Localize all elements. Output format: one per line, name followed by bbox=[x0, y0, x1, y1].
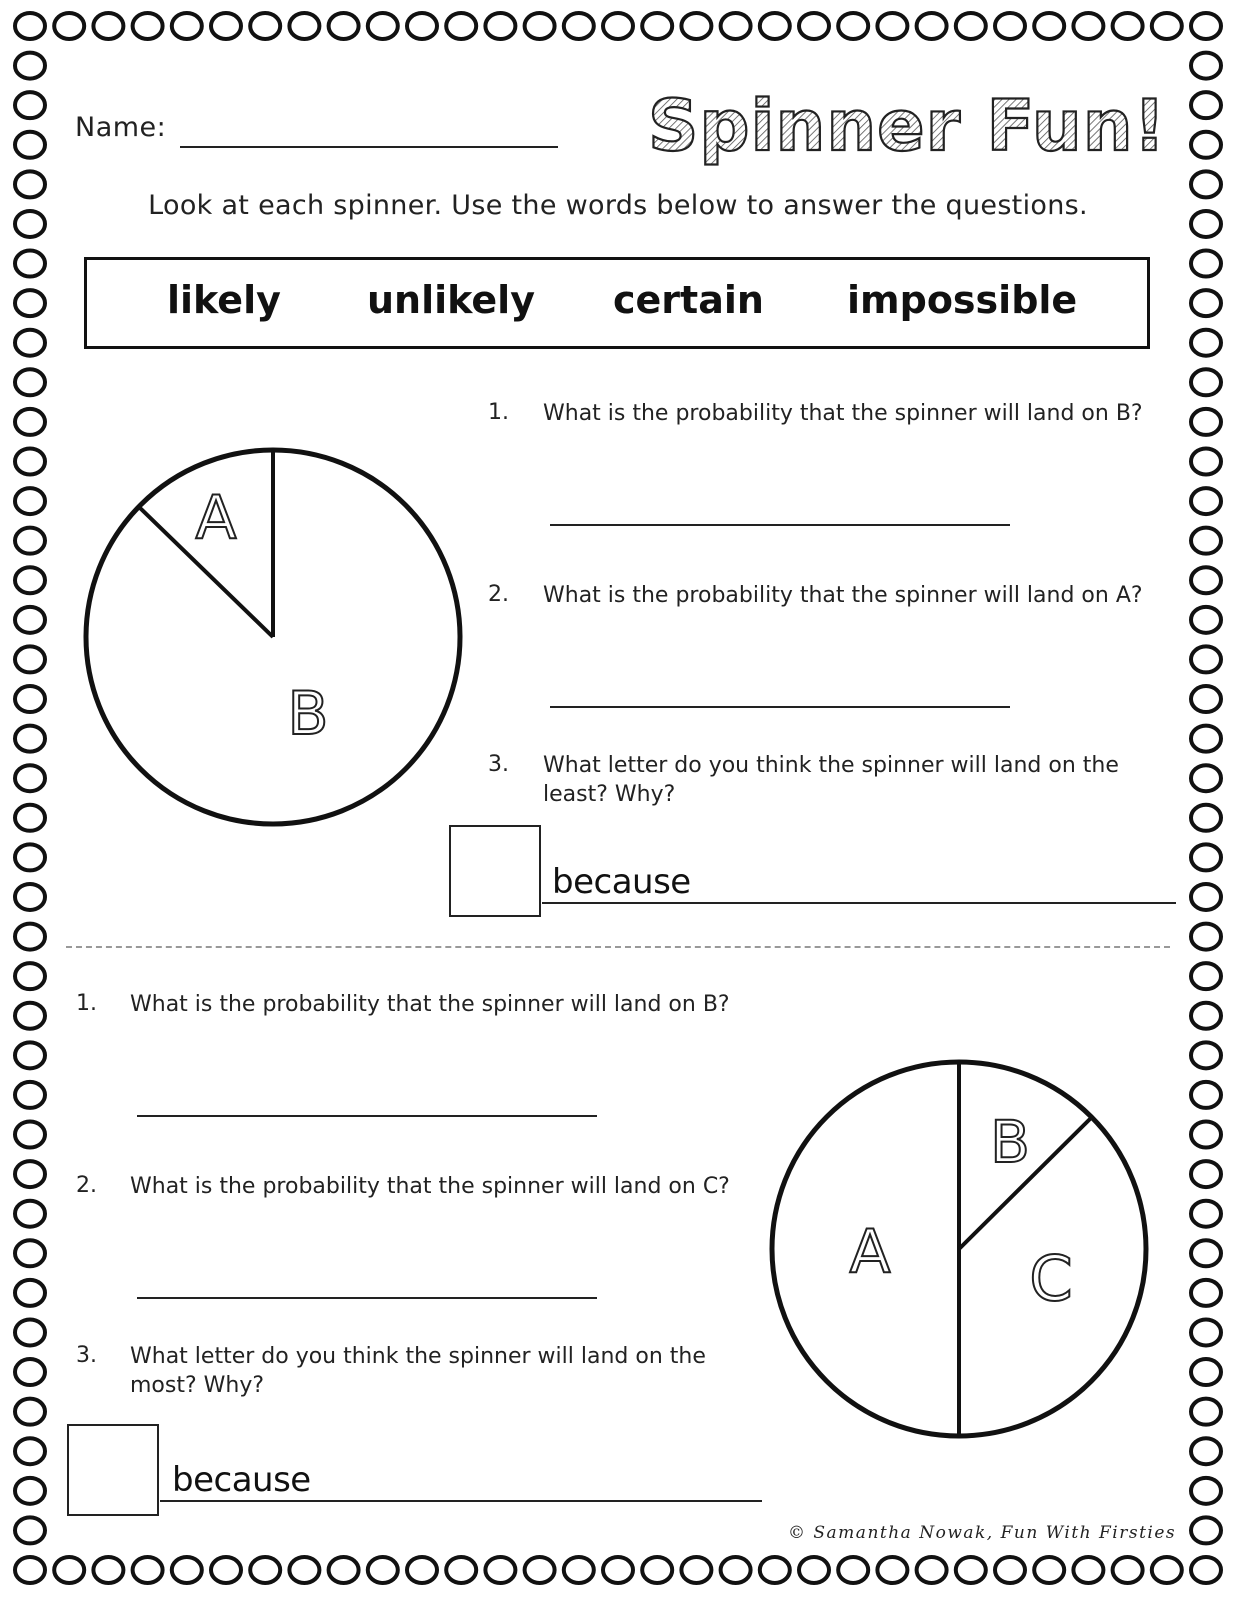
s1-q2-text: What is the probability that the spinner will land on A? bbox=[543, 583, 1143, 608]
border-circle bbox=[1034, 1557, 1064, 1583]
border-circle bbox=[172, 1557, 202, 1583]
border-circle bbox=[15, 1438, 45, 1464]
border-circle bbox=[446, 1557, 476, 1583]
border-circle bbox=[15, 805, 45, 831]
border-circle bbox=[1191, 1557, 1221, 1583]
s1-q3-number: 3. bbox=[488, 752, 509, 777]
border-circle bbox=[15, 53, 45, 79]
border-circle bbox=[15, 1042, 45, 1068]
border-circle bbox=[877, 1557, 907, 1583]
border-circle bbox=[54, 1557, 84, 1583]
border-circle bbox=[368, 13, 398, 39]
s1-because-line[interactable] bbox=[542, 902, 1176, 904]
border-circle bbox=[250, 13, 280, 39]
border-circle bbox=[15, 1359, 45, 1385]
border-circle bbox=[1152, 1557, 1182, 1583]
border-circle bbox=[721, 13, 751, 39]
s1-q1-text: What is the probability that the spinner will land on B? bbox=[543, 401, 1143, 426]
border-circle bbox=[1191, 924, 1221, 950]
border-circle bbox=[1191, 1161, 1221, 1187]
border-circle bbox=[211, 13, 241, 39]
border-circle bbox=[956, 13, 986, 39]
border-circle bbox=[15, 1122, 45, 1148]
border-circle bbox=[133, 1557, 163, 1583]
border-circle bbox=[1191, 805, 1221, 831]
border-circle bbox=[15, 1399, 45, 1425]
border-circle bbox=[1191, 1319, 1221, 1345]
border-circle bbox=[1191, 330, 1221, 356]
border-circle bbox=[289, 13, 319, 39]
border-circle bbox=[485, 13, 515, 39]
border-circle bbox=[54, 13, 84, 39]
spinner-1 bbox=[78, 442, 468, 832]
border-circle bbox=[1191, 686, 1221, 712]
border-circle bbox=[1073, 1557, 1103, 1583]
border-circle bbox=[1191, 765, 1221, 791]
border-circle bbox=[15, 567, 45, 593]
border-circle bbox=[1191, 1082, 1221, 1108]
border-circle bbox=[133, 13, 163, 39]
border-circle bbox=[15, 1557, 45, 1583]
spinner-2 bbox=[772, 1054, 1162, 1444]
border-circle bbox=[93, 1557, 123, 1583]
s2-q2-text: What is the probability that the spinner will land on C? bbox=[130, 1174, 730, 1199]
border-circle bbox=[15, 211, 45, 237]
s1-q1-number: 1. bbox=[488, 400, 509, 425]
border-circle bbox=[1191, 1399, 1221, 1425]
border-circle bbox=[329, 13, 359, 39]
border-circle bbox=[15, 528, 45, 554]
border-circle bbox=[15, 646, 45, 672]
border-circle bbox=[760, 13, 790, 39]
s1-q2-answer-line[interactable] bbox=[550, 706, 1010, 708]
word-bank-certain: certain bbox=[613, 278, 764, 322]
border-circle bbox=[525, 13, 555, 39]
border-circle bbox=[1152, 13, 1182, 39]
border-circle bbox=[838, 1557, 868, 1583]
border-circle bbox=[15, 488, 45, 514]
border-circle bbox=[289, 1557, 319, 1583]
border-circle bbox=[1191, 448, 1221, 474]
name-input-line[interactable] bbox=[180, 146, 558, 148]
border-circle bbox=[1073, 13, 1103, 39]
border-circle bbox=[1191, 963, 1221, 989]
border-circle bbox=[760, 1557, 790, 1583]
border-circle bbox=[15, 924, 45, 950]
s1-answer-box[interactable] bbox=[449, 825, 541, 917]
border-circle bbox=[877, 13, 907, 39]
s2-q3-number: 3. bbox=[76, 1343, 97, 1368]
border-circle bbox=[1191, 53, 1221, 79]
border-circle bbox=[564, 13, 594, 39]
border-circle bbox=[1191, 567, 1221, 593]
border-circle bbox=[1191, 1359, 1221, 1385]
border-circle bbox=[446, 13, 476, 39]
border-circle bbox=[15, 1003, 45, 1029]
s1-q1-answer-line[interactable] bbox=[550, 524, 1010, 526]
instructions-text: Look at each spinner. Use the words below to answer the questions. bbox=[148, 190, 1088, 221]
s2-q1-answer-line[interactable] bbox=[137, 1115, 597, 1117]
border-circle bbox=[15, 963, 45, 989]
border-circle bbox=[1113, 1557, 1143, 1583]
border-circle bbox=[15, 409, 45, 435]
border-circle bbox=[1191, 646, 1221, 672]
border-circle bbox=[15, 726, 45, 752]
border-circle bbox=[15, 1201, 45, 1227]
border-circle bbox=[15, 1319, 45, 1345]
border-circle bbox=[721, 1557, 751, 1583]
border-circle bbox=[15, 369, 45, 395]
border-circle bbox=[1191, 92, 1221, 118]
spinner-2-label-c: C bbox=[1029, 1242, 1073, 1315]
border-circle bbox=[1191, 726, 1221, 752]
border-circle bbox=[956, 1557, 986, 1583]
section-divider bbox=[66, 946, 1170, 948]
s2-because-line[interactable] bbox=[160, 1500, 762, 1502]
border-circle bbox=[172, 13, 202, 39]
border-circle bbox=[917, 13, 947, 39]
border-circle bbox=[1191, 251, 1221, 277]
border-circle bbox=[917, 1557, 947, 1583]
name-label: Name: bbox=[75, 112, 167, 143]
border-circle bbox=[15, 1478, 45, 1504]
border-circle bbox=[1191, 488, 1221, 514]
border-circle bbox=[15, 132, 45, 158]
spinner-2-label-a: A bbox=[849, 1217, 891, 1287]
s2-because-label: because bbox=[172, 1460, 311, 1500]
border-circle bbox=[1191, 1201, 1221, 1227]
border-circle bbox=[15, 92, 45, 118]
s1-because-label: because bbox=[552, 862, 691, 902]
border-circle bbox=[1191, 290, 1221, 316]
border-circle bbox=[1191, 607, 1221, 633]
border-circle bbox=[15, 607, 45, 633]
border-circle bbox=[1191, 1003, 1221, 1029]
border-circle bbox=[1191, 1517, 1221, 1543]
border-circle bbox=[838, 13, 868, 39]
spinner-1-label-b: B bbox=[287, 679, 329, 749]
border-circle bbox=[603, 13, 633, 39]
border-circle bbox=[15, 171, 45, 197]
border-circle bbox=[15, 330, 45, 356]
border-circle bbox=[1191, 1042, 1221, 1068]
border-circle bbox=[1191, 1122, 1221, 1148]
border-circle bbox=[250, 1557, 280, 1583]
s2-q3-text: What letter do you think the spinner will land on the most? Why? bbox=[130, 1344, 706, 1398]
border-circle bbox=[1191, 884, 1221, 910]
title-text: Spinner Fun! bbox=[648, 85, 1167, 167]
border-circle bbox=[525, 1557, 555, 1583]
border-circle bbox=[1191, 1478, 1221, 1504]
border-circle bbox=[1191, 211, 1221, 237]
word-bank-likely: likely bbox=[167, 278, 281, 322]
s2-q2-number: 2. bbox=[76, 1173, 97, 1198]
s2-q2-answer-line[interactable] bbox=[137, 1297, 597, 1299]
s2-q1-text: What is the probability that the spinner will land on B? bbox=[130, 992, 730, 1017]
border-circle bbox=[1191, 1280, 1221, 1306]
border-circle bbox=[1113, 13, 1143, 39]
border-circle bbox=[642, 13, 672, 39]
border-circle bbox=[15, 13, 45, 39]
border-circle bbox=[1191, 132, 1221, 158]
border-circle bbox=[1191, 409, 1221, 435]
word-bank bbox=[84, 257, 1150, 349]
s1-q2-number: 2. bbox=[488, 582, 509, 607]
border-circle bbox=[799, 13, 829, 39]
border-circle bbox=[1191, 1438, 1221, 1464]
border-circle bbox=[329, 1557, 359, 1583]
border-circle bbox=[1191, 1240, 1221, 1266]
word-bank-unlikely: unlikely bbox=[367, 278, 535, 322]
border-circle bbox=[15, 1161, 45, 1187]
border-circle bbox=[603, 1557, 633, 1583]
copyright-text: © Samantha Nowak, Fun With Firsties bbox=[788, 1523, 1177, 1543]
border-circle bbox=[15, 290, 45, 316]
border-circle bbox=[1034, 13, 1064, 39]
border-circle bbox=[681, 1557, 711, 1583]
border-circle bbox=[15, 1240, 45, 1266]
s1-q3-text: What letter do you think the spinner will land on the least? Why? bbox=[543, 753, 1119, 807]
border-circle bbox=[15, 765, 45, 791]
border-circle bbox=[799, 1557, 829, 1583]
border-circle bbox=[15, 1280, 45, 1306]
border-circle bbox=[1191, 369, 1221, 395]
border-circle bbox=[1191, 171, 1221, 197]
word-bank-impossible: impossible bbox=[847, 278, 1078, 322]
border-circle bbox=[211, 1557, 241, 1583]
border-circle bbox=[1191, 528, 1221, 554]
border-circle bbox=[681, 13, 711, 39]
border-circle bbox=[15, 686, 45, 712]
border-circle bbox=[1191, 13, 1221, 39]
border-circle bbox=[15, 251, 45, 277]
border-circle bbox=[15, 884, 45, 910]
border-circle bbox=[15, 1517, 45, 1543]
page-title bbox=[648, 78, 1167, 178]
spinner-1-label-a: A bbox=[195, 483, 237, 553]
border-circle bbox=[642, 1557, 672, 1583]
s2-answer-box[interactable] bbox=[67, 1424, 159, 1516]
border-circle bbox=[15, 448, 45, 474]
border-circle bbox=[407, 1557, 437, 1583]
border-circle bbox=[995, 13, 1025, 39]
border-circle bbox=[564, 1557, 594, 1583]
border-circle bbox=[995, 1557, 1025, 1583]
border-circle bbox=[368, 1557, 398, 1583]
border-circle bbox=[15, 844, 45, 870]
border-circle bbox=[485, 1557, 515, 1583]
border-circle bbox=[93, 13, 123, 39]
spinner-2-label-b: B bbox=[990, 1108, 1030, 1176]
border-circle bbox=[1191, 844, 1221, 870]
border-circle bbox=[15, 1082, 45, 1108]
s2-q1-number: 1. bbox=[76, 991, 97, 1016]
border-circle bbox=[407, 13, 437, 39]
